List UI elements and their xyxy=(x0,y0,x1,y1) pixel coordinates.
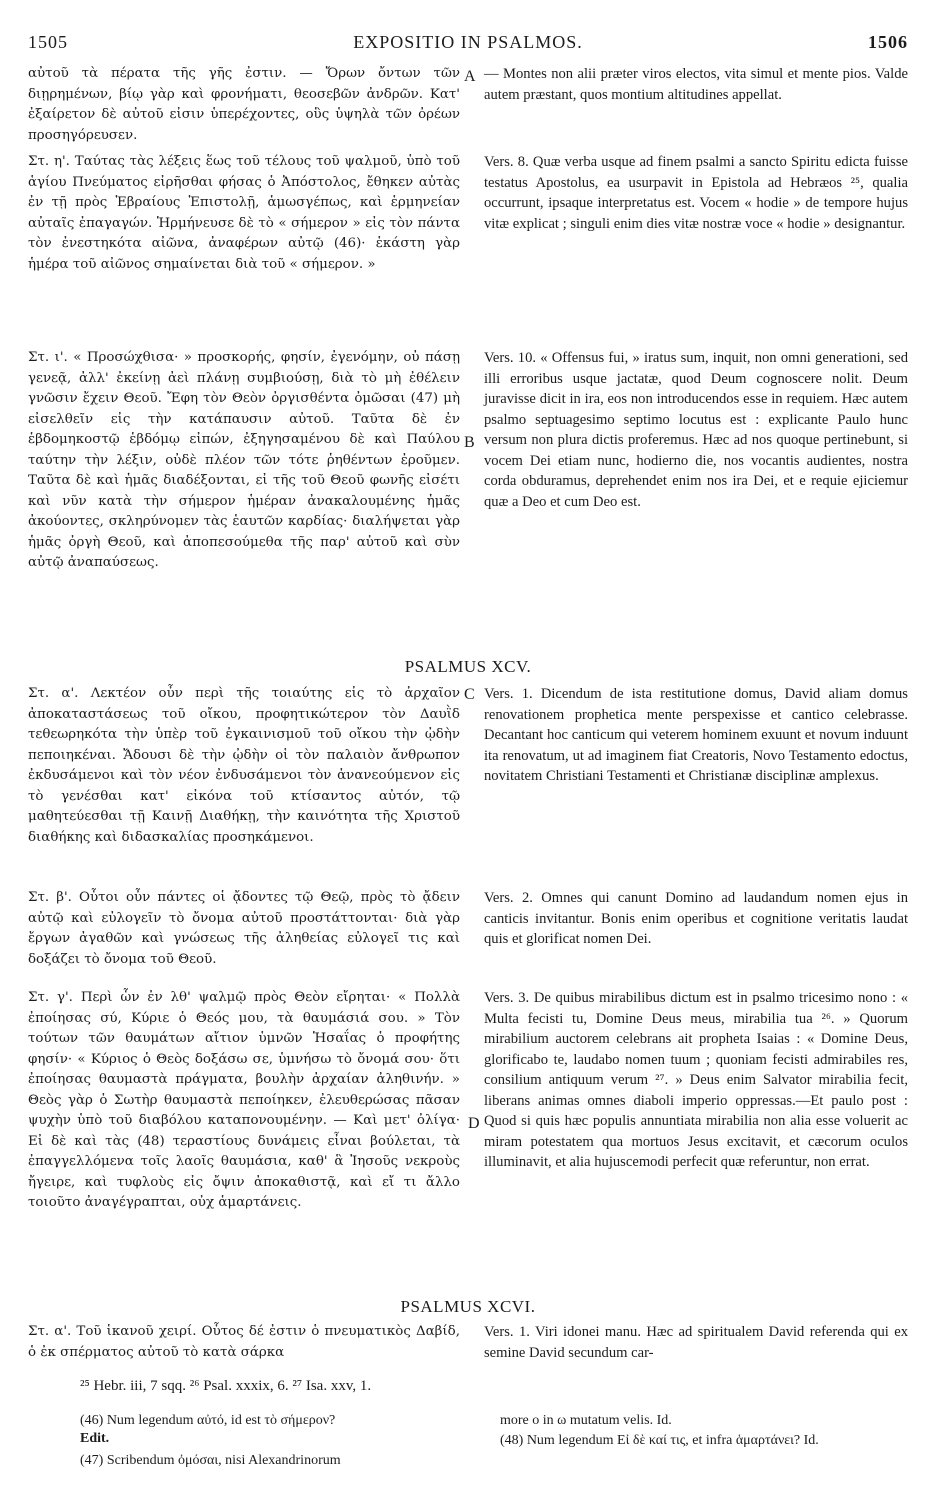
latin-block-7 xyxy=(484,1322,908,1366)
footnote-46-signature: Edit. xyxy=(80,1431,110,1446)
greek-paragraph: Στ. ι'. « Προσώχθισα· » προσκορής, φησίν, ἐγενόμην, οὐ πάσῃ γενεᾷ, ἀλλ' ἐκείνῃ ἀεὶ πλάνῃ συμβιούσῃ, διὰ τὸ μὴ ἐθέλειν γνῶσιν ἔχειν Θεοῦ. Ἔφη τὸν Θεὸν ὀργισθέντα ὀμῶσαι (47) μὴ εἰσελθεῖν εἰς τὴν κατάπαυσιν αὐτοῦ. Ταῦτα δὲ ἐν ἑβδομηκοστῷ ἑβδόμῳ εἰπών, ἐξηγησαμένου δὲ καὶ Παύλου ταύτην τὴν λέξιν, οὐδὲ πλέον τῶν τότε ῥηθέντων ἐροῦμεν. Ταῦτα δὲ καὶ ἡμᾶς διαδέξονται, εἰ τῆς τοῦ Θεοῦ φωνῆς εἰσέτι καὶ νῦν κατὰ τὴν σήμερον ἡμέραν ἀνακαλουμένης ἡμᾶς ἀκούοντες, σκληρύνομεν τὰς ἑαυτῶν καρδίας· διαλήψεται γὰρ ἡμᾶς ὀργὴ Θεοῦ, καὶ ἀποπεσούμεθα τῆς παρ' αὐτοῦ καὶ σὺν αὐτῷ ἀναπαύσεως. xyxy=(28,350,460,570)
latin-block-1 xyxy=(484,64,908,146)
greek-paragraph: Στ. η'. Ταύτας τὰς λέξεις ἕως τοῦ τέλους τοῦ ψαλμοῦ, ὑπὸ τοῦ ἁγίου Πνεύματος εἰρῆσθαι φήσας ὁ Ἀπόστολος, ἔθηκεν αὐτὰς ἐν τῇ πρὸς Ἑβραίους Ἐπιστολῇ, ἁμωσγέπως, καὶ ἑρμηνείαν αὐταῖς ἐπαγαγών. Ἡρμήνευσε δὲ τὸ « σήμερον » εἰς τὸν πάντα τὸν ἐνεστηκότα αἰῶνα, ἀναφέρων αὐτῷ (46)· ἑκάστη γὰρ ἡμέρα τοῦ αἰῶνος σημαίνεται διὰ τοῦ « σήμερον. » xyxy=(28,154,460,272)
greek-paragraph: Στ. α'. Λεκτέον οὖν περὶ τῆς τοιαύτης εἰς τὸ ἀρχαῖον ἀποκαταστάσεως τοῦ οἴκου, προφητικώτερον τὸν Δαυῒδ τεθεωρηκότα τὴν ὑπὲρ τοῦ ἐγκαινισμοῦ τοῦ οἴκου τὴν ᾠδὴν πεποιηκέναι. Ἄδουσι δὲ τὴν ᾠδὴν οἱ τὸν παλαιὸν ἄνθρωπον ἐκδυσάμενοι καὶ τὸν νέον ἐνδυσάμενοι τὸν ἀνανεούμενον εἰς τὸ γενέσθαι κατ' εἰκόνα τοῦ κτίσαντος αὐτόν, τῷ μαθητεύεσθαι τῇ Καινῇ Διαθήκῃ, τὴν καινότητα τῆς Χριστοῦ διαθήκης καὶ διδασκαλίας προσηκάμενοι. xyxy=(28,686,460,845)
footnote-47-continued: more ο in ω mutatum velis. Id. xyxy=(500,1413,672,1428)
latin-paragraph: Vers. 1. Viri idonei manu. Hæc ad spiritualem David referenda qui ex semine David secundum car- xyxy=(484,1324,908,1361)
greek-block-2 xyxy=(28,152,460,337)
latin-paragraph: Vers. 10. « Offensus fui, » iratus sum, inquit, non omni generationi, sed illi erroribus usque jactatæ, quod Deum cognoscere nolit. Deum juravisse dicit in ira, eos non introducendos esse in requiem. Hæc autem psalmo septuagesimo septimo locutus est : explicante Paulo hunc versum non plura dictis proferemus. Hæc ad nos quoque pertinebunt, si vocem Dei etiam nunc, hodierno die, nos vocantis audientes, nostra corda obduramus, deprehendet enim nos ira Dei, et e requie ejiciemur quæ a Deo et cum Deo est. xyxy=(484,350,908,510)
margin-marker-d: D xyxy=(468,1115,480,1132)
greek-block-4 xyxy=(28,684,460,880)
greek-paragraph: Στ. β'. Οὗτοι οὖν πάντες οἱ ᾄδοντες τῷ Θεῷ, πρὸς τὸ ᾄδειν αὐτῷ καὶ εὐλογεῖν τὸ ὄνομα αὐτοῦ προστάττονται· διὰ γὰρ ἔργων ἀγαθῶν καὶ γνώσεως τῆς ἀληθείας εὐλογεῖ τις καὶ δοξάζει τὸ ὄνομα τοῦ Θεοῦ. xyxy=(28,890,460,967)
scripture-references: ²⁵ Hebr. iii, 7 sqq. ²⁶ Psal. xxxix, 6. ²⁷ Isa. xxv, 1. xyxy=(80,1378,372,1394)
page-number-left: 1505 xyxy=(28,32,68,52)
psalm-title-xcv: PSALMUS XCV. xyxy=(404,657,532,676)
greek-paragraph: αὐτοῦ τὰ πέρατα τῆς γῆς ἐστιν. — Ὄρων ὄντων τῶν διῃρημένων, βίῳ γὰρ καὶ φρονήματι, θεοσεβῶν ἀνδρῶν. Κατ' ἐξαίρετον δὲ αὐτοῦ εἰσιν ὑπερέχοντες, οὓς ὑψηλὰ τῶν ὀρέων προσηγόρευσεν. xyxy=(28,66,460,143)
page-number-right: 1506 xyxy=(868,32,908,52)
latin-block-6 xyxy=(484,988,908,1320)
page-header xyxy=(28,32,908,56)
greek-paragraph: Στ. γ'. Περὶ ὧν ἐν λθ' ψαλμῷ πρὸς Θεὸν εἴρηται· « Πολλὰ ἐποίησας σύ, Κύριε ὁ Θεός μου, τὰ θαυμάσιά σου. » Τὸν τούτων τῶν θαυμάτων αἴτιον ὑμνῶν Ἡσαΐας ὁ προφήτης φησίν· « Κύριος ὁ Θεὸς δοξάσω σε, ὑμνήσω τὸ ὄνομά σου· ὅτι ἐποίησας θαυμαστὰ πράγματα, βουλὴν ἀρχαίαν ἀληθινήν. » Θεὸς γὰρ ὁ Σωτὴρ θαυμαστὰ πεποίηκεν, ἐλευθερώσας πᾶσαν ψυχὴν ὑπὸ τοῦ διαβόλου καταπονουμένην. — Καὶ μετ' ὀλίγα· Εἰ δὲ καὶ τὰς (48) τεραστίους δυνάμεις εἶναι βούλεται, τὰ ἐπαγγελλόμενα τοῖς λαοῖς θαυμάσια, καθ' ἃ Ἰησοῦς νεκροὺς ἤγειρε, καὶ τυφλοὺς εἰς ὄψιν ἀποκαθιστᾷ, καὶ εἴ τι ἄλλο τοιοῦτο ἀναγέγραπται, οὐχ ἁμαρτάνεις. xyxy=(28,990,460,1210)
latin-block-5 xyxy=(484,888,908,984)
latin-paragraph: Vers. 3. De quibus mirabilibus dictum est in psalmo tricesimo nono : « Multa fecisti tu, Domine Deus meus, mirabilia tua ²⁶. » Quorum mirabilium auctorem celebrans ait propheta Isaias : « Domine Deus, glorificabo te, laudabo nomen tuum ; quoniam fecisti admirabiles res, consilium antiquum verum ²⁷. » Deus enim Salvator mirabilia fecit, liberans animas omnes diaboli imperio oppressas.—Et paulo post : Quod si quis hæc populis annuntiata mirabilia non alia esse voluerit ac miram potestatem qua mortuos Jesus excitavit, et cæcorum oculos illuminavit, et alia hujuscemodi perfecit quæ referuntur, non errat. xyxy=(484,990,908,1170)
latin-block-3 xyxy=(484,348,908,658)
greek-block-1 xyxy=(28,64,460,146)
psalm-title-xcvi: PSALMUS XCVI. xyxy=(400,1297,536,1316)
latin-block-2 xyxy=(484,152,908,337)
latin-paragraph: Vers. 8. Quæ verba usque ad finem psalmi a sancto Spiritu edicta fuisse testatus Apostolus, ea usurpavit in Epistola ad Hebræos ²⁵, qualia occurrunt, ipsaque interpretatus est. Vocem « hodie » de tempore hujus vitæ explicat ; singuli enim dies vitæ nostræ voce « hodie » designantur. xyxy=(484,154,908,232)
greek-block-3 xyxy=(28,348,460,658)
greek-block-7 xyxy=(28,1322,460,1366)
greek-block-6 xyxy=(28,988,460,1320)
margin-marker-b: B xyxy=(464,434,475,451)
margin-marker-a: A xyxy=(464,68,476,85)
greek-block-5 xyxy=(28,888,460,984)
greek-paragraph: Στ. α'. Τοῦ ἱκανοῦ χειρί. Οὗτος δέ ἐστιν ὁ πνευματικὸς Δαβίδ, ὁ ἐκ σπέρματος αὐτοῦ τὸ κατὰ σάρκα xyxy=(28,1324,460,1360)
latin-paragraph: Vers. 2. Omnes qui canunt Domino ad laudandum nomen ejus in canticis invitantur. Bonis enim operibus et cognitione veritatis laudat quis et glorificat nomen Dei. xyxy=(484,890,908,947)
running-title: EXPOSITIO IN PSALMOS. xyxy=(353,32,583,52)
latin-block-4 xyxy=(484,684,908,880)
footnote-47: (47) Scribendum ὀμόσαι, nisi Alexandrinorum xyxy=(80,1453,341,1468)
margin-marker-c: C xyxy=(464,686,475,703)
latin-paragraph: Vers. 1. Dicendum de ista restitutione domus, David aliam domus renovationem prophetica mente perspexisse et cantico celebrasse. Decantant hoc canticum qui veterem hominem exuunt et novum induunt ita renovatum, ut ad imaginem fiat Creatoris, Novo Testamento edoctus, novitatem Christiani Testamenti et Christianæ disciplinæ amplexus. xyxy=(484,686,908,784)
latin-paragraph: — Montes non alii præter viros electos, vita simul et mente pios. Valde autem præstant, quos montium altitudines appellat. xyxy=(484,66,908,103)
footnote-48: (48) Num legendum Εἰ δὲ καί τις, et infra ἁμαρτάνει? Id. xyxy=(500,1433,819,1448)
footnote-46: (46) Num legendum αὐτό, id est τὸ σήμερον? xyxy=(80,1413,336,1428)
